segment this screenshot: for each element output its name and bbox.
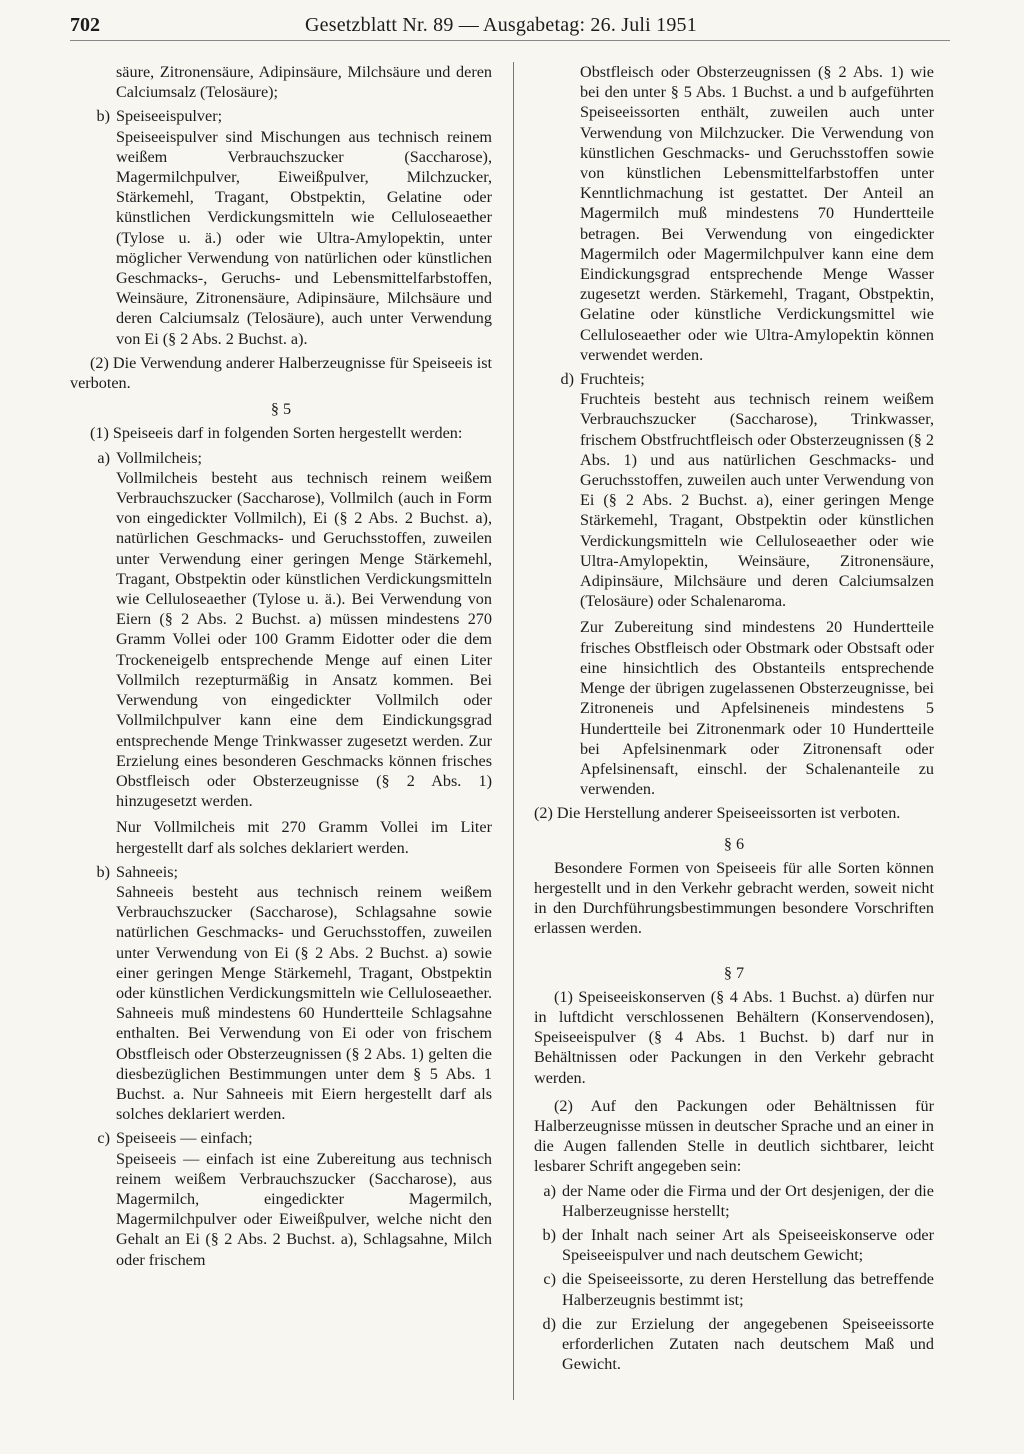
right-column [534, 62, 934, 1374]
list-item [70, 448, 492, 858]
item-label: d) [560, 370, 574, 389]
left-column [70, 62, 492, 1270]
continued-text: Obstfleisch oder Obsterzeugnissen (§ 2 Abs. 1) wie bei den unter § 5 Abs. 1 Buchst. a und b aufgeführten Speiseeissorten enthält, zuweilen auch unter Verwendung von Milchzucker. Die Verwendung von künstlichen Geschmacks- und Geruchsstoffen sowie von künstlichen Lebensmittelfarbstoffen unter Kenntlichmachung ist gestattet. Der Anteil an Magermilch muß mindestens 70 Hundertteile betragen. Bei Verwendung von eingedickter Magermilch oder Magermilchpulver kann eine dem Eindickungsgrad entsprechende Menge Wasser zugesetzt werden. Stärkemehl, Tragant, Obstpektin, Gelatine oder künstliche Verdickungsmittel wie Celluloseaether oder wie Ultra-Amylopektin können verwendet werden. [580, 63, 934, 364]
column-divider [513, 62, 514, 1400]
header-title: Gesetzblatt Nr. 89 — Ausgabetag: 26. Juli 1951 [305, 14, 697, 36]
item-text: Nur Vollmilcheis mit 270 Gramm Vollei im Liter hergestellt darf als solches deklariert werden. [116, 818, 492, 857]
page-number: 702 [70, 14, 100, 36]
item-text: Sahneeis besteht aus technisch reinem weißem Verbrauchszucker (Saccharose), Schlagsahne sowie natürlichen Geschmacks- und Geruchsstoffen, zuweilen unter Verwendung von Ei (§ 2 Abs. 2 Buchst. a) sowie einer geringen Menge Stärkemehl, Tragant, Obstpektin oder künstlichen Verdickungsmitteln wie Celluloseaether. Sahneeis muß mindestens 60 Hundertteile Schlagsahne enthalten. Bei Verwendung von Ei oder von frischem Obstfleisch oder Obsterzeugnissen (§ 2 Abs. 1) gelten die diesbezüglichen Bestimmungen unter dem § 5 Abs. 1 Buchst. a. Nur Sahneeis mit Eiern hergestellt darf als solches deklariert werden. [116, 882, 492, 1124]
section-heading: § 5 [270, 400, 292, 419]
list-item [534, 1181, 934, 1221]
item-title: Vollmilcheis; [116, 448, 203, 467]
item-label: c) [97, 1129, 110, 1148]
item-label: d) [542, 1314, 556, 1333]
section-heading: § 6 [723, 834, 745, 853]
paragraph: (1) Speiseeiskonserven (§ 4 Abs. 1 Buchst. a) dürfen nur in luftdicht verschlossenen Behältern (Konservendosen), Speiseeispulver (§ 4 Abs. 1 Buchst. b) darf nur in Behältnissen oder Packungen in den Verkehr gebracht werden. [534, 987, 934, 1087]
item-label: b) [542, 1225, 556, 1244]
item-title: Fruchteis; [580, 370, 645, 389]
page-header [70, 10, 950, 41]
item-text: Fruchteis besteht aus technisch reinem weißem Verbrauchszucker (Saccharose), Trinkwasser, frischem Obstfruchtfleisch oder Obsterzeugnissen (§ 2 Abs. 1) und aus natürlichen Geschmacks- und Geruchsstoffen, zuweilen auch unter Verwendung von Ei (§ 2 Abs. 2 Buchst. a), einer geringen Menge Stärkemehl, Tragant, Obstpektin oder künstlichen Verdickungsmitteln wie Celluloseaether oder wie Ultra-Amylopektin, Weinsäure, Zitronensäure, Adipinsäure, Milchsäure und deren Calciumsalzen (Telosäure) oder Schalenaroma. [580, 390, 934, 611]
paragraph: (1) Speiseeis darf in folgenden Sorten hergestellt werden: [90, 424, 463, 443]
list-item [70, 862, 492, 1125]
item-label: b) [96, 862, 110, 881]
list-item [534, 1314, 934, 1375]
section-heading: § 7 [723, 963, 745, 982]
item-label: c) [543, 1270, 556, 1289]
item-title: Speiseeispulver; [116, 107, 223, 126]
item-text: Zur Zubereitung sind mindestens 20 Hundertteile frisches Obstfleisch oder Obstmark oder Obstsaft oder eine hinsichtlich des Obstanteils entsprechende Menge der übrigen zugelassenen Obsterzeugnisse, bei Zitroneneis und Apfelsineneis mindestens 5 Hundertteile bei Zitronenmark oder 10 Hundertteile bei Apfelsinenmark oder Zitronensaft oder Apfelsinensaft, einschl. der Schalenanteile zu verwenden. [580, 618, 934, 799]
item-label: a) [97, 448, 110, 467]
paragraph: Besondere Formen von Speiseeis für alle Sorten können hergestellt und in den Verkehr gebracht werden, soweit nicht in den Durchführungsbestimmungen besondere Vorschriften erlassen werden. [534, 858, 934, 938]
item-text: der Name oder die Firma und der Ort desjenigen, der die Halberzeugnisse herstellt; [562, 1181, 934, 1220]
paragraph: (2) Die Verwendung anderer Halberzeugnisse für Speiseeis ist verboten. [70, 353, 493, 393]
item-text: Vollmilcheis besteht aus technisch reinem weißem Verbrauchszucker (Saccharose), Vollmilch (auch in Form von eingedickter Vollmilch), Ei (§ 2 Abs. 2 Buchst. a), natürlichen Geschmacks- und Geruchsstoffen, zuweilen unter Verwendung einer geringen Menge Stärkemehl, Tragant, Obstpektin oder künstlichen Verdickungsmitteln wie Celluloseaether (Tylose u. ä.). Bei Verwendung von Eiern (§ 2 Abs. 2 Buchst. a) müssen mindestens 270 Gramm Vollei oder 100 Gramm Eidotter oder die dem Trockeneigelb entsprechende Menge auf einen Liter Vollmilch rezepturmäßig in Ansatz kommen. Bei Verwendung von eingedickter Vollmilch oder Vollmilchpulver kann eine dem Eindickungsgrad entsprechende Menge Trinkwasser zugesetzt werden. Zur Erzielung eines besonderen Geschmacks können frisches Obstfleisch oder Obsterzeugnisse (§ 2 Abs. 1) hinzugesetzt werden. [116, 468, 492, 811]
item-text: die zur Erzielung der angegebenen Speiseeissorte erforderlichen Zutaten nach deutschem Maß und Gewicht. [562, 1314, 934, 1374]
list-item [534, 369, 934, 799]
item-label: b) [96, 107, 110, 126]
list-item [70, 1128, 492, 1269]
list-item [534, 1225, 934, 1265]
list-item [70, 106, 492, 348]
paragraph: (2) Die Herstellung anderer Speiseeissorten ist verboten. [534, 804, 901, 823]
item-text: der Inhalt nach seiner Art als Speiseeiskonserve oder Speiseeispulver und nach deutschem Gewicht; [562, 1225, 934, 1265]
paragraph: (2) Auf den Packungen oder Behältnissen für Halberzeugnisse müssen in deutscher Sprache und an einer in die Augen fallenden Stelle in deutlich sichtbarer, leicht lesbarer Schrift angegeben sein: [534, 1096, 934, 1176]
item-text: Speiseeispulver sind Mischungen aus technisch reinem weißem Verbrauchszucker (Saccharose), Magermilchpulver, Eiweißpulver, Milchzucker, Stärkemehl, Tragant, Obstpektin, Gelatine oder künstlichen Verdickungsmitteln wie Celluloseaether (Tylose u. ä.) oder wie Ultra-Amylopektin, unter möglicher Verwendung von natürlichen oder künstlichen Geschmacks-, Geruchs- und Lebensmittelfarbstoffen, Weinsäure, Zitronensäure, Adipinsäure, Milchsäure und deren Calciumsalz (Telosäure), auch unter Verwendung von Ei (§ 2 Abs. 2 Buchst. a). [116, 127, 492, 348]
continued-text: säure, Zitronensäure, Adipinsäure, Milchsäure und deren Calciumsalz (Telosäure); [116, 63, 492, 102]
item-title: Speiseeis — einfach; [116, 1129, 253, 1148]
item-title: Sahneeis; [116, 862, 179, 881]
item-text: die Speiseeissorte, zu deren Herstellung das betreffende Halberzeugnis bestimmt ist; [562, 1270, 934, 1309]
item-text: Speiseeis — einfach ist eine Zubereitung aus technisch reinem weißem Verbrauchszucker (Saccharose), aus Magermilch, eingedickter Magermilch, Magermilchpulver oder Eiweißpulver, welche nicht den Gehalt an Ei (§ 2 Abs. 2 Buchst. a), Schlagsahne, Milch oder frischem [116, 1149, 492, 1269]
list-item [534, 1269, 934, 1309]
item-label: a) [543, 1181, 556, 1200]
